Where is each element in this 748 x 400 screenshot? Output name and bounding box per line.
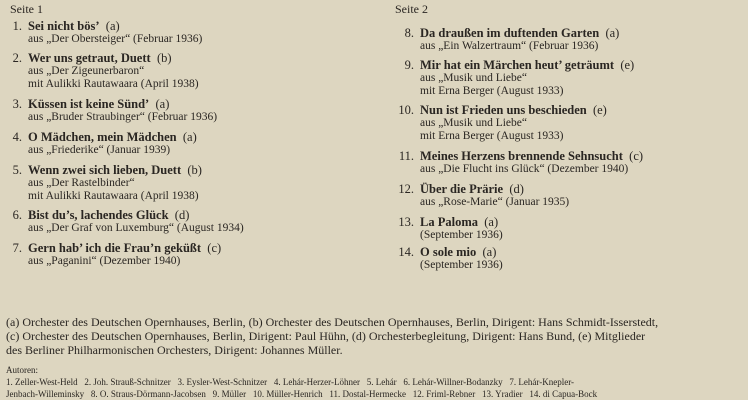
track-body: [420, 104, 607, 143]
track-body: [28, 20, 202, 46]
track-orchestra-code: (e): [592, 103, 607, 117]
track-number: 14.: [398, 245, 414, 259]
track-detail: aus „Friederike“ (Januar 1939): [28, 144, 171, 156]
track-orchestra-code: (a): [155, 97, 170, 111]
track-body: [420, 246, 503, 272]
legend-line: (a) Orchester des Deutschen Opernhauses, Berlin, (b) Orchester des Deutschen Opernhauses, Berlin, Dirigent: Hans Schmidt-Isserstedt,: [6, 315, 659, 329]
track-body: [28, 98, 217, 124]
track-detail: aus „Paganini“ (Dezember 1940): [28, 255, 181, 267]
track-detail: aus „Der Graf von Luxemburg“ (August 1934): [28, 222, 244, 234]
track-detail: aus „Die Flucht ins Glück“ (Dezember 1940): [420, 163, 629, 175]
track-body: [420, 150, 643, 176]
track-orchestra-code: (b): [156, 51, 172, 65]
legend-line: (c) Orchester des Deutschen Opernhauses, Berlin, Dirigent: Paul Hühn, (d) Orchesterbegleitung, Dirigent: Hans Bund, (e) Mitglieder: [6, 329, 646, 343]
track-body: [28, 164, 202, 203]
side2-heading: Seite 2: [395, 2, 428, 16]
track-orchestra-code: (a): [182, 130, 197, 144]
track-orchestra-code: (a): [605, 26, 620, 40]
track-number: 9.: [404, 58, 414, 72]
track-title: Da draußen im duftenden Garten: [420, 26, 600, 40]
track-title: Gern hab’ ich die Frau’n geküßt: [28, 241, 202, 255]
track-number: 10.: [398, 103, 414, 117]
track-orchestra-code: (c): [629, 149, 644, 163]
track-number: 8.: [404, 26, 414, 40]
track-detail: aus „Musik und Liebe“: [420, 117, 527, 129]
track-number: 4.: [12, 130, 22, 144]
track-detail: mit Erna Berger (August 1933): [420, 130, 564, 142]
track-body: [420, 59, 634, 98]
track-detail: aus „Ein Walzertraum“ (Februar 1936): [420, 40, 599, 52]
track-detail: mit Aulikki Rautawaara (April 1938): [28, 190, 199, 202]
authors-block: [6, 364, 597, 400]
track-number: 5.: [12, 163, 22, 177]
track-title: Meines Herzens brennende Sehnsucht: [420, 149, 623, 163]
track-detail: aus „Der Rastelbinder“: [28, 177, 135, 189]
track-body: [28, 242, 221, 268]
track-body: [420, 183, 569, 209]
track-title: O sole mio: [420, 245, 477, 259]
track-title: Bist du’s, lachendes Glück: [28, 208, 169, 222]
track-title: Küssen ist keine Sünd’: [28, 97, 150, 111]
track-body: [28, 209, 244, 235]
track-title: Über die Prärie: [420, 182, 504, 196]
track-number: 7.: [12, 241, 22, 255]
track-detail: mit Aulikki Rautawaara (April 1938): [28, 78, 199, 90]
track-body: [28, 131, 197, 157]
track-detail: aus „Rose-Marie“ (Januar 1935): [420, 196, 570, 208]
track-title: Sei nicht bös’: [28, 19, 100, 33]
track-detail: aus „Bruder Straubinger“ (Februar 1936): [28, 111, 218, 123]
track-orchestra-code: (e): [620, 58, 635, 72]
track-number: 2.: [12, 51, 22, 65]
track-title: O Mädchen, mein Mädchen: [28, 130, 177, 144]
track-number: 13.: [398, 215, 414, 229]
track-detail: aus „Musik und Liebe“: [420, 72, 527, 84]
track-detail: aus „Der Obersteiger“ (Februar 1936): [28, 33, 203, 45]
track-body: [420, 27, 619, 53]
track-orchestra-code: (d): [174, 208, 190, 222]
track-number: 3.: [12, 97, 22, 111]
authors-line: 1. Zeller-West-Held 2. Joh. Strauß-Schnitzer 3. Eysler-West-Schnitzer 4. Lehár-Herzer-Löhner 5. Lehár 6. Lehár-Willner-Bodanzky 7. Lehár-Knepler-: [6, 377, 575, 387]
track-title: Nun ist Frieden uns beschieden: [420, 103, 587, 117]
track-number: 1.: [12, 19, 22, 33]
legend-line: des Berliner Philharmonischen Orchesters, Dirigent: Johannes Müller.: [6, 343, 343, 357]
track-orchestra-code: (a): [105, 19, 120, 33]
track-number: 6.: [12, 208, 22, 222]
track-detail: aus „Der Zigeunerbaron“: [28, 65, 145, 77]
track-title: Mir hat ein Märchen heut’ geträumt: [420, 58, 615, 72]
authors-label: Autoren:: [6, 365, 38, 375]
side1-heading: Seite 1: [10, 2, 43, 16]
track-detail: (September 1936): [420, 229, 503, 241]
track-title: Wer uns getraut, Duett: [28, 51, 151, 65]
track-number: 12.: [398, 182, 414, 196]
track-number: 11.: [398, 149, 414, 163]
orchestra-legend: [6, 315, 746, 357]
track-orchestra-code: (a): [484, 215, 499, 229]
track-orchestra-code: (a): [482, 245, 497, 259]
track-detail: (September 1936): [420, 259, 503, 271]
authors-line: Jenbach-Willeminsky 8. O. Straus-Dörmann-Jacobsen 9. Müller 10. Müller-Henrich 11. Dostal-Hermecke 12. Friml-Rebner 13. Yradier 14. di Capua-Bock: [6, 389, 598, 399]
track-orchestra-code: (b): [187, 163, 202, 177]
track-title: La Paloma: [420, 215, 478, 229]
track-title: Wenn zwei sich lieben, Duett: [28, 163, 182, 177]
track-orchestra-code: (d): [509, 182, 524, 196]
track-detail: mit Erna Berger (August 1933): [420, 85, 564, 97]
track-body: [28, 52, 199, 91]
track-body: [420, 216, 503, 242]
track-orchestra-code: (c): [207, 241, 222, 255]
